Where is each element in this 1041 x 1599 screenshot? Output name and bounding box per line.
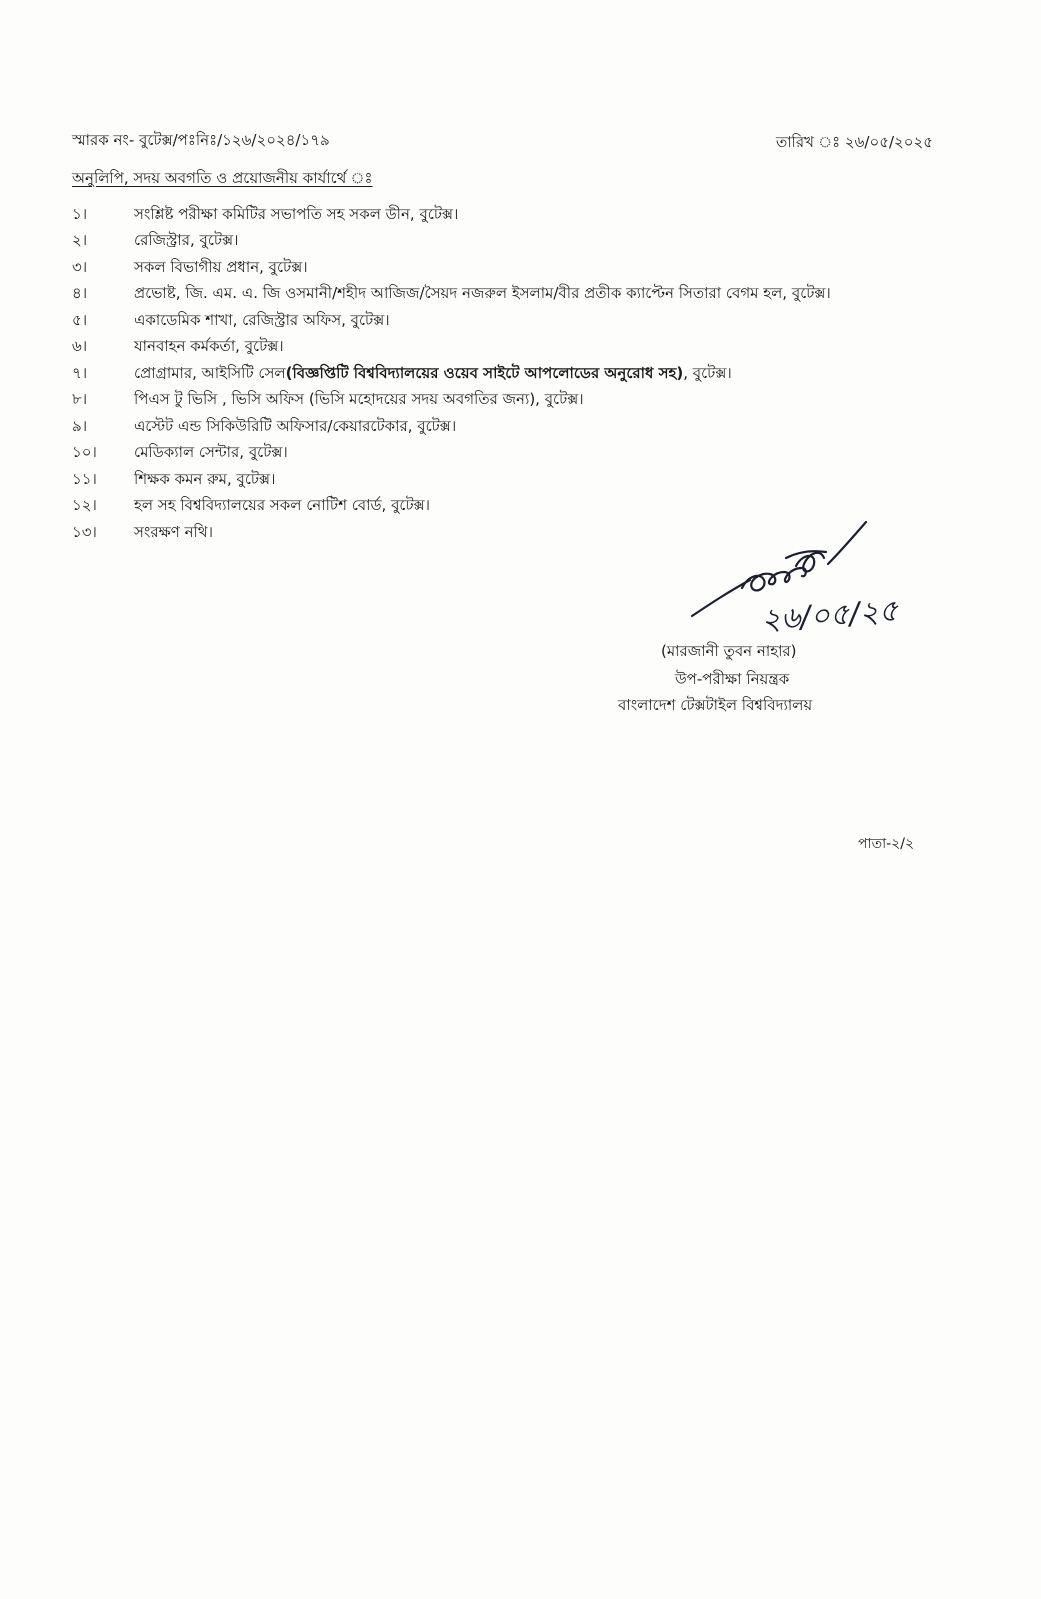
item-text: শিক্ষক কমন রুম, বুটেক্স।: [134, 469, 276, 488]
item-text-before: প্রোগ্রামার, আইসিটি সেল: [134, 363, 286, 382]
list-item: [72, 414, 972, 441]
item-text: সংরক্ষণ নথি।: [134, 522, 213, 541]
list-item: [72, 467, 972, 494]
copy-distribution-heading: অনুলিপি, সদয় অবগতি ও প্রয়োজনীয় কার্যার্থে ঃ: [72, 169, 373, 187]
signatory-name: (মারজানী তুবন নাহার): [661, 642, 797, 660]
item-text: হল সহ বিশ্ববিদ্যালয়ের সকল নোটিশ বোর্ড, বুটেক্স।: [134, 496, 431, 515]
item-number: ৬।: [72, 337, 88, 356]
list-item: [72, 255, 972, 282]
signatory-organization: বাংলাদেশ টেক্সটাইল বিশ্ববিদ্যালয়: [618, 696, 813, 714]
list-item: [72, 335, 972, 362]
signatory-title: উপ-পরীক্ষা নিয়ন্ত্রক: [675, 670, 790, 688]
item-number: ৮।: [72, 390, 88, 409]
list-item: [72, 388, 972, 415]
recipient-list: [72, 202, 972, 547]
item-number: ১৩।: [72, 522, 97, 541]
item-text: সকল বিভাগীয় প্রধান, বুটেক্স।: [134, 257, 308, 276]
item-number: ১০।: [72, 443, 97, 462]
memo-number: স্মারক নং- বুটেক্স/পঃনিঃ/১২৬/২০২৪/১৭৯: [72, 131, 330, 149]
item-number: ৯।: [72, 416, 88, 435]
list-item: [72, 282, 972, 309]
item-text: পিএস টু ভিসি , ভিসি অফিস (ভিসি মহোদয়ের সদয় অবগতির জন্য), বুটেক্স।: [134, 390, 584, 409]
item-number: ১।: [72, 204, 88, 223]
item-number: ৫।: [72, 310, 88, 329]
item-text-emphasis: (বিজ্ঞপ্তিটি বিশ্ববিদ্যালয়ের ওয়েব সাইটে আপলোডের অনুরোধ সহ): [285, 363, 684, 382]
list-item: [72, 441, 972, 468]
item-text: একাডেমিক শাখা, রেজিস্ট্রার অফিস, বুটেক্স।: [134, 310, 390, 329]
item-text: মেডিক্যাল সেন্টার, বুটেক্স।: [134, 443, 288, 462]
item-text-after: , বুটেক্স।: [683, 363, 732, 382]
item-text: যানবাহন কর্মকর্তা, বুটেক্স।: [134, 337, 284, 356]
page-number: পাতা-২/২: [858, 836, 915, 852]
item-text: এস্টেট এন্ড সিকিউরিটি অফিসার/কেয়ারটেকার, বুটেক্স।: [134, 416, 457, 435]
memo-date: তারিখ ঃ ২৬/০৫/২০২৫: [775, 133, 933, 151]
item-number: ৩।: [72, 257, 88, 276]
item-text: প্রভোষ্ট, জি. এম. এ. জি ওসমানী/শহীদ আজিজ/সৈয়দ নজরুল ইসলাম/বীর প্রতীক ক্যাপ্টেন সিতারা বেগম হল, বুটেক্স।: [134, 284, 831, 303]
handwritten-signature: [690, 518, 950, 648]
item-number: ১১।: [72, 469, 97, 488]
list-item: [72, 229, 972, 256]
list-item: [72, 361, 972, 388]
list-item: [72, 494, 972, 521]
item-number: ৭।: [72, 363, 88, 382]
item-number: ২।: [72, 231, 88, 250]
item-number: ১২।: [72, 496, 97, 515]
list-item: [72, 308, 972, 335]
item-number: ৪।: [72, 284, 88, 303]
handwritten-date: ২৬/০৫/২৫: [760, 593, 900, 638]
list-item: [72, 202, 972, 229]
item-text: সংশ্লিষ্ট পরীক্ষা কমিটির সভাপতি সহ সকল ডীন, বুটেক্স।: [134, 204, 459, 223]
item-text: রেজিস্ট্রার, বুটেক্স।: [134, 231, 239, 250]
